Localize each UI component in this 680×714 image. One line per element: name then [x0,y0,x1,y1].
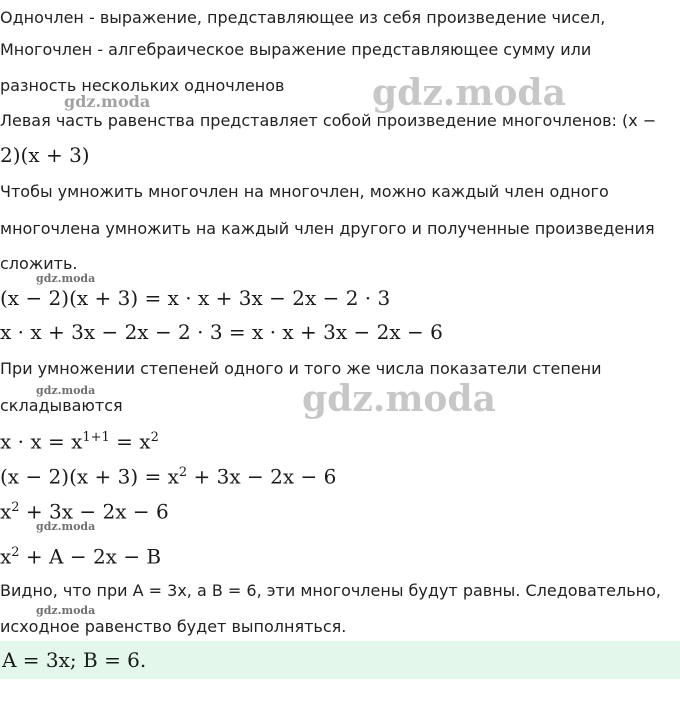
math-equation: $x \cdot x = x^{1+1} = x^2$ [0,429,159,454]
answer-box [0,641,680,679]
text-line: складываются [0,396,123,415]
watermark-logo: gdz.moda [302,378,496,420]
watermark-small: gdz.moda [64,92,151,111]
math-equation: x · x + 3x − 2x − 2 · 3 = x · x + 3x − 2x − 6 [0,320,443,344]
text-line: многочлена умножить на каждый член другого и полученные произведения [0,219,655,238]
text-line: Многочлен - алгебраическое выражение представляющее сумму или [0,40,592,59]
answer-text: A = 3x; B = 6. [2,648,147,672]
watermark-small: gdz.moda [36,520,96,533]
math-equation: $(x - 2)(x + 3) = x^2 + 3x - 2x - 6$ [0,464,337,489]
math-equation: (x − 2)(x + 3) = x · x + 3x − 2x − 2 · 3 [0,286,391,310]
text-line: разность нескольких одночленов [0,76,285,95]
text-line: Одночлен - выражение, представляющее из себя произведение чисел, [0,8,606,27]
text-line: Левая часть равенства представляет собой произведение многочленов: (x − [0,111,657,130]
text-line: исходное равенство будет выполняться. [0,617,347,636]
text-line: сложить. [0,254,78,273]
watermark-small: gdz.moda [36,604,96,617]
text-line: Видно, что при A = 3x, а B = 6, эти многочлены будут равны. Следовательно, [0,581,661,600]
watermark-small: gdz.moda [36,384,96,397]
text-line: Чтобы умножить многочлен на многочлен, можно каждый член одного [0,182,609,201]
math-equation: $x^2 + A - 2x - B$ [0,544,162,569]
math-equation: $x^2 + 3x - 2x - 6$ [0,499,169,524]
math-line: 2)(x + 3) [0,143,90,167]
watermark-small: gdz.moda [36,272,96,285]
text-line: При умножении степеней одного и того же числа показатели степени [0,359,602,378]
watermark-logo: gdz.moda [372,72,566,114]
